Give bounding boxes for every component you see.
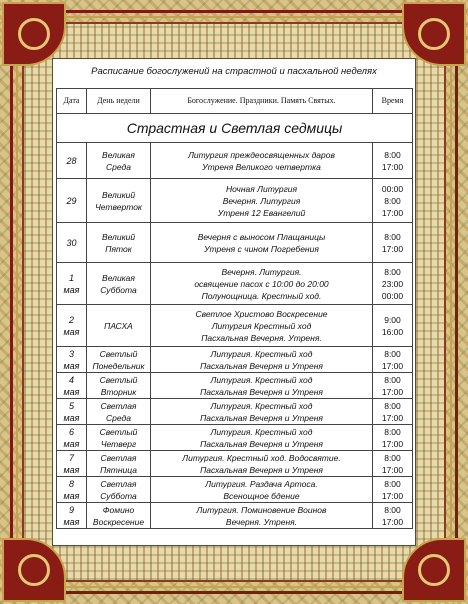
column-header-day: День недели [87,89,151,114]
date-text: мая [63,360,80,371]
date-text: мая [63,284,80,295]
schedule-table [56,88,413,529]
row-service [151,263,373,305]
row-date [57,179,87,223]
row-date [57,305,87,347]
service-text: Вечерня. Литургия. [221,266,302,277]
day-text: Светлый [99,426,138,437]
date-text: мая [63,386,80,397]
time-text: 8:00 [384,400,401,411]
section-title-row [57,114,413,143]
table-row [57,477,413,503]
day-text: Среда [106,161,131,172]
service-text: Полунощница. Крестный ход. [201,290,322,301]
service-text: Литургия. Крестный ход [210,426,313,437]
table-row [57,373,413,399]
time-text: 17:00 [381,516,404,527]
table-row [57,425,413,451]
row-day [87,347,151,373]
time-text: 17:00 [381,386,404,397]
time-text: 00:00 [381,183,404,194]
service-text: Пасхальная Вечерня. Утреня. [201,332,322,343]
row-service [151,179,373,223]
time-text: 00:00 [381,290,404,301]
row-service [151,451,373,477]
time-text: 17:00 [381,438,404,449]
date-text: мая [63,490,80,501]
time-text: 8:00 [384,452,401,463]
service-text: Литургия Крестный ход [211,320,312,331]
table-row [57,503,413,529]
time-text: 17:00 [381,161,404,172]
day-text: Светлая [100,478,137,489]
row-time [373,305,413,347]
day-text: Вторник [100,386,137,397]
row-day [87,503,151,529]
date-text: 9 [68,504,74,515]
table-row [57,347,413,373]
row-day [87,451,151,477]
row-time [373,477,413,503]
service-text: Утреня Великого четвертка [202,161,321,172]
row-date [57,451,87,477]
service-text: Литургия. Крестный ход [210,400,313,411]
day-text: Светлая [100,452,137,463]
day-text: Светлая [100,400,137,411]
row-time [373,399,413,425]
time-text: 8:00 [384,348,401,359]
day-text: Пяток [105,243,132,254]
time-text: 9:00 [384,314,401,325]
date-text: мая [63,326,80,337]
date-text: мая [63,464,80,475]
service-text: Вечерня. Утреня. [225,516,298,527]
day-text: Великий [101,189,136,200]
date-text: 5 [68,400,74,411]
service-text: Литургия. Крестный ход [210,374,313,385]
service-text: Вечерня с выносом Плащаницы [197,231,326,242]
section-title: Страстная и Светлая седмицы [57,114,413,143]
day-text: Великая [102,272,135,283]
table-row [57,223,413,263]
date-text: 30 [66,237,77,248]
date-text: 28 [66,155,77,166]
day-text: Суббота [100,490,137,501]
time-text: 17:00 [381,464,404,475]
time-text: 17:00 [381,243,404,254]
table-header-row [57,89,413,114]
day-text: Великая [102,149,135,160]
time-text: 17:00 [381,412,404,423]
row-day [87,223,151,263]
table-row [57,143,413,179]
date-text: 3 [68,348,74,359]
day-text: Четверток [95,201,142,212]
row-service [151,477,373,503]
row-date [57,503,87,529]
day-text: Среда [106,412,131,423]
row-service [151,373,373,399]
table-row [57,179,413,223]
service-text: Литургия. Поминовение Воинов [196,504,327,515]
row-day [87,425,151,451]
row-time [373,223,413,263]
time-text: 8:00 [384,149,401,160]
row-time [373,425,413,451]
row-day [87,263,151,305]
date-text: 6 [68,426,74,437]
column-header-time: Время [373,89,413,114]
date-text: 7 [68,452,74,463]
time-text: 8:00 [384,231,401,242]
row-service [151,305,373,347]
day-text: Светлый [99,348,138,359]
row-date [57,373,87,399]
day-text: Великий [101,231,136,242]
row-service [151,143,373,179]
date-text: 2 [68,314,74,325]
date-text: мая [63,412,80,423]
time-text: 16:00 [381,326,404,337]
row-service [151,503,373,529]
table-row [57,305,413,347]
service-text: Пасхальная Вечерня и Утреня [200,360,323,371]
day-text: Светлый [99,374,138,385]
table-row [57,263,413,305]
row-service [151,399,373,425]
service-text: Вечерня. Литургия [222,195,301,206]
date-text: мая [63,438,80,449]
time-text: 17:00 [381,490,404,501]
column-header-date: Дата [57,89,87,114]
service-text: Светлое Христово Воскресение [195,308,328,319]
day-text: Фомино [102,504,135,515]
day-text: Понедельник [92,360,145,371]
row-time [373,373,413,399]
service-text: Литургия. Крестный ход [210,348,313,359]
row-time [373,179,413,223]
row-service [151,425,373,451]
row-date [57,425,87,451]
time-text: 8:00 [384,478,401,489]
service-text: Утреня с чином Погребения [204,243,319,254]
row-time [373,263,413,305]
service-text: Утреня 12 Евангелий [217,207,306,218]
row-day [87,373,151,399]
row-date [57,143,87,179]
row-day [87,477,151,503]
service-text: Ночная Литургия [225,183,298,194]
row-date [57,399,87,425]
row-service [151,223,373,263]
time-text: 8:00 [384,426,401,437]
row-service [151,347,373,373]
row-date [57,263,87,305]
row-day [87,143,151,179]
row-time [373,503,413,529]
page-title: Расписание богослужений на страстной и пасхальной неделях [91,66,377,77]
day-text: Воскресение [92,516,145,527]
time-text: 8:00 [384,195,401,206]
day-text: ПАСХА [104,320,133,331]
row-day [87,179,151,223]
service-text: освящение пасох с 10:00 до 20:00 [194,278,329,289]
service-text: Пасхальная Вечерня и Утреня [200,464,323,475]
row-date [57,477,87,503]
row-time [373,451,413,477]
date-text: мая [63,516,80,527]
service-text: Литургия. Раздача Артоса. [205,478,318,489]
date-text: 4 [68,374,74,385]
time-text: 8:00 [384,504,401,515]
row-day [87,305,151,347]
row-day [87,399,151,425]
table-row [57,399,413,425]
service-text: Пасхальная Вечерня и Утреня [200,438,323,449]
date-text: 1 [68,272,74,283]
day-text: Суббота [100,284,137,295]
day-text: Пятница [100,464,137,475]
row-date [57,223,87,263]
table-row [57,451,413,477]
service-text: Литургия. Крестный ход. Водосвятие. [182,452,341,463]
time-text: 17:00 [381,360,404,371]
time-text: 8:00 [384,266,401,277]
service-text: Литургия преждеосвященных даров [188,149,335,160]
service-text: Пасхальная Вечерня и Утреня [200,386,323,397]
row-time [373,143,413,179]
time-text: 23:00 [381,278,404,289]
row-time [373,347,413,373]
date-text: 8 [68,478,74,489]
column-header-service: Богослужение. Праздники. Память Святых. [151,89,373,114]
service-text: Всенощное бдение [223,490,300,501]
time-text: 8:00 [384,374,401,385]
day-text: Четверг [100,438,137,449]
row-date [57,347,87,373]
service-text: Пасхальная Вечерня и Утреня [200,412,323,423]
time-text: 17:00 [381,207,404,218]
date-text: 29 [66,195,77,206]
